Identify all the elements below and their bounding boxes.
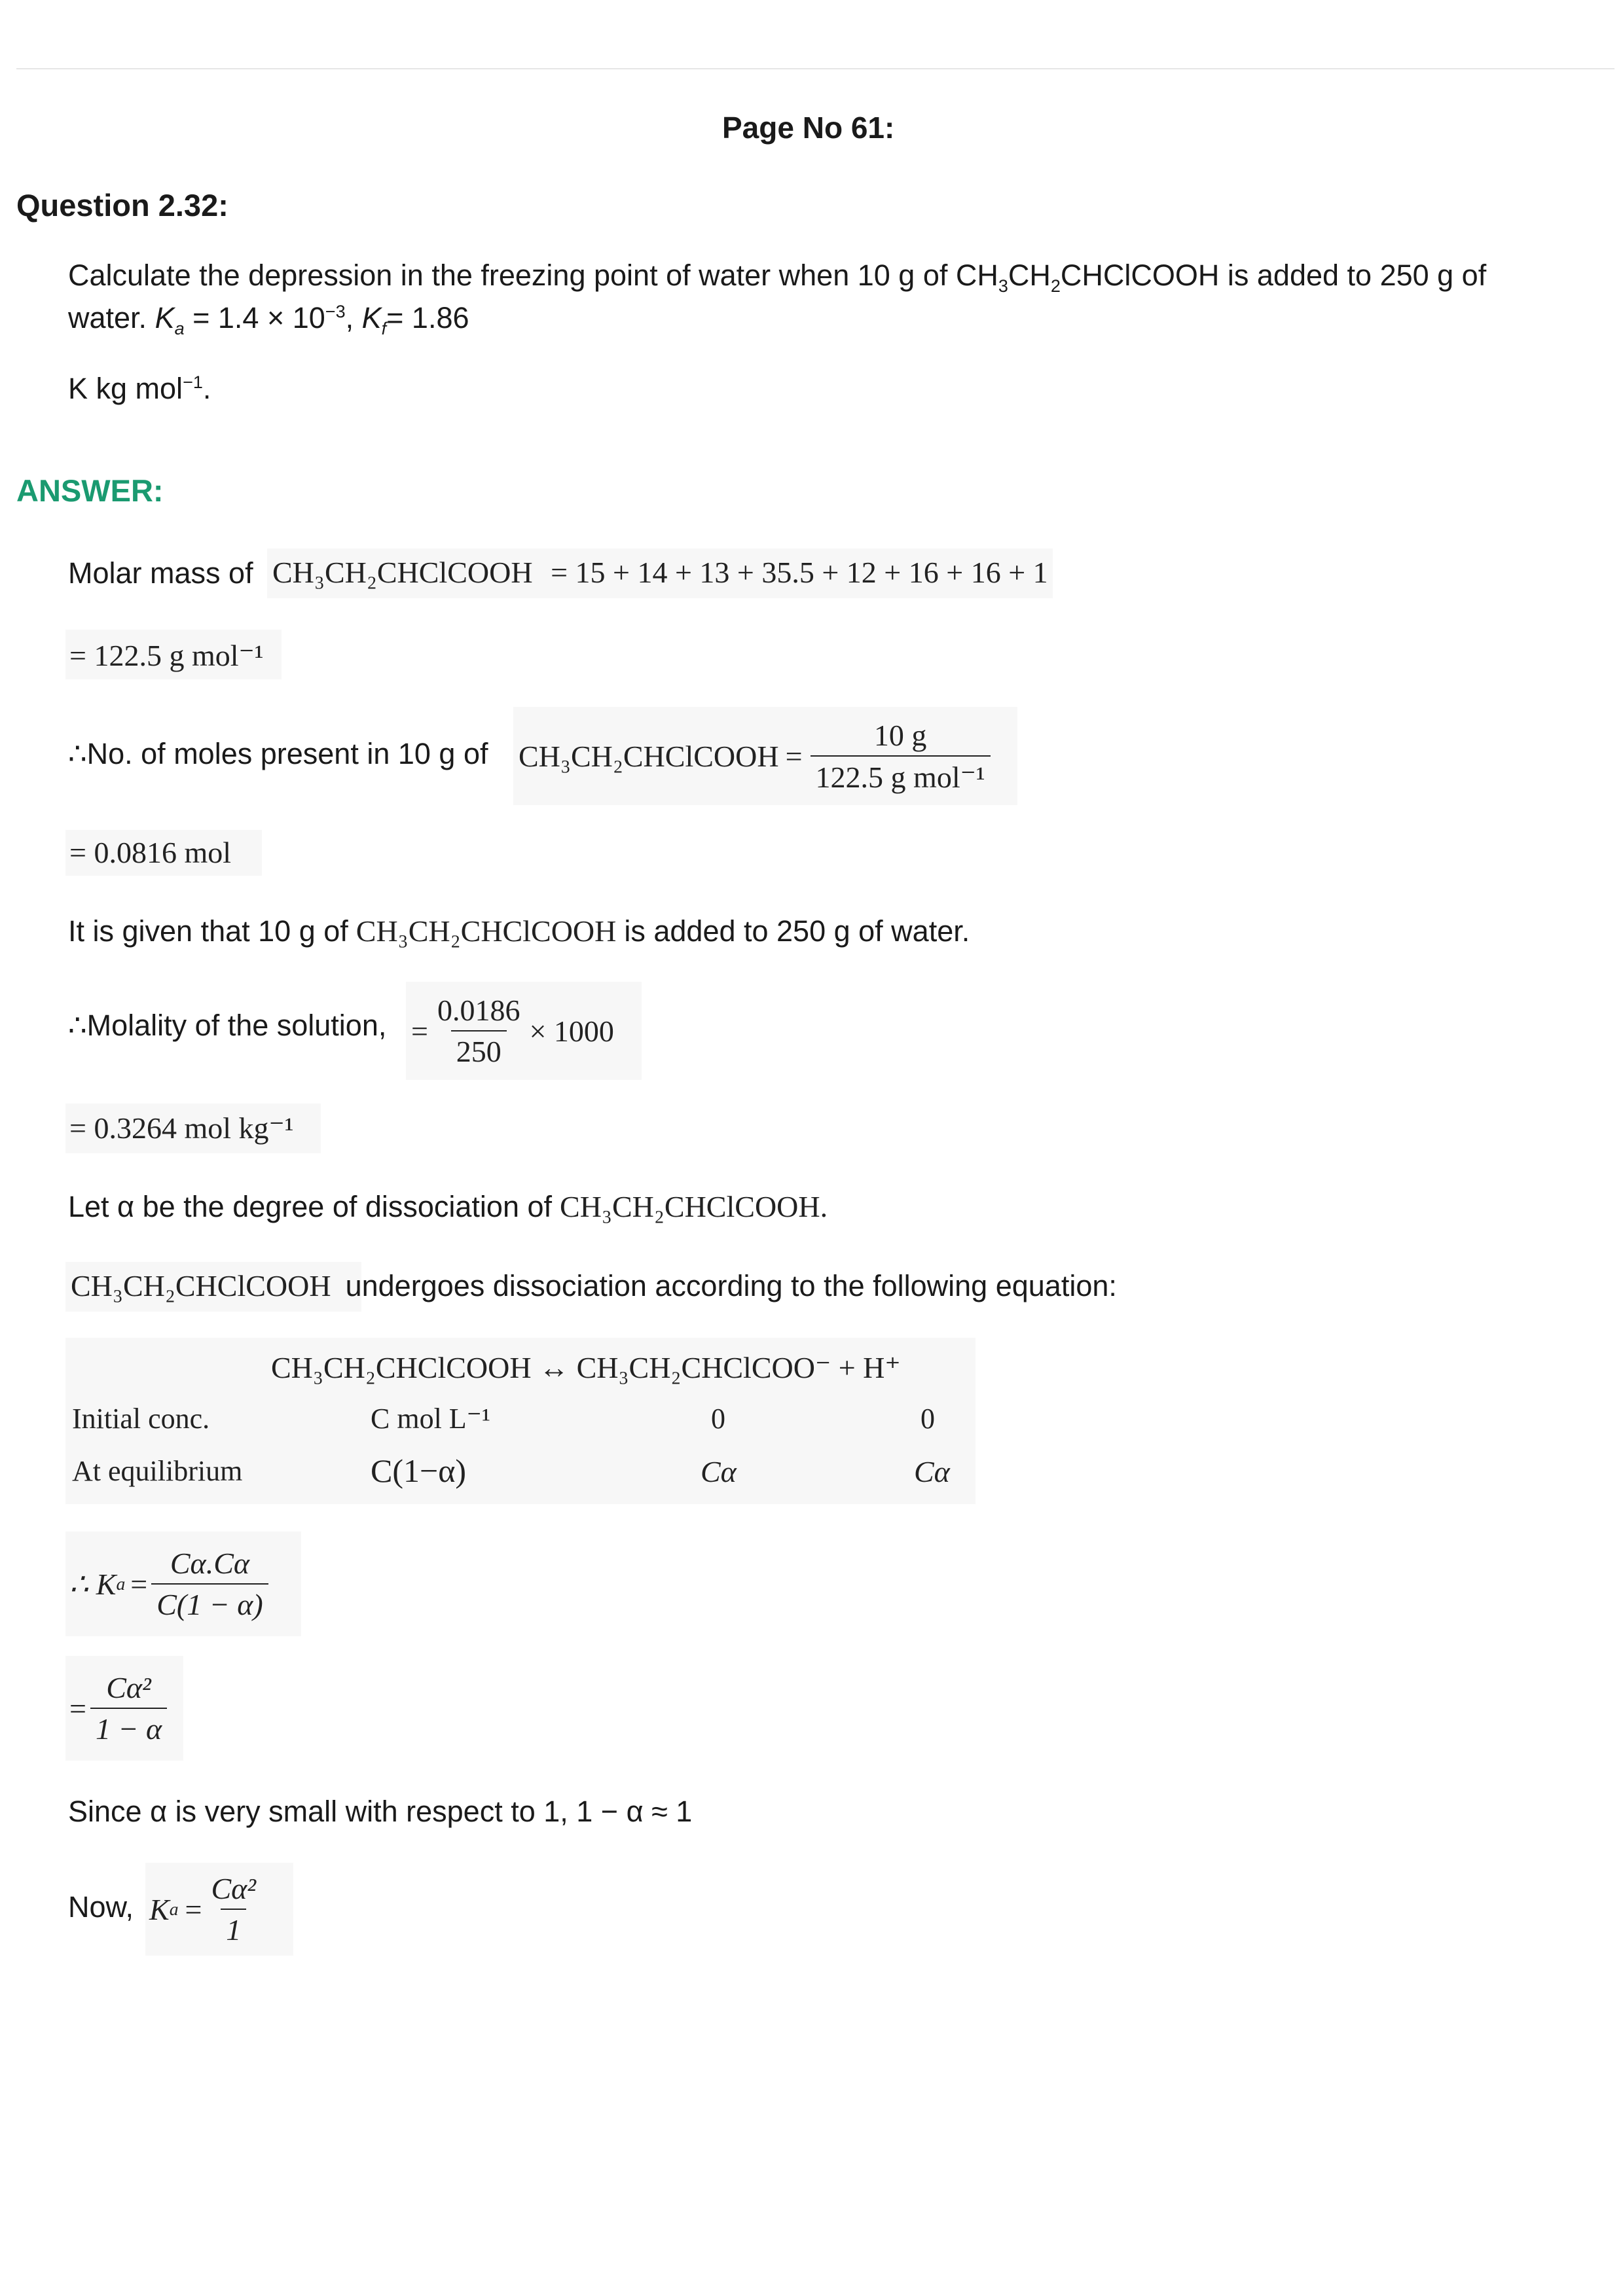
equals: = [130, 1567, 148, 1601]
step-text: is added to 250 g of water. [624, 914, 970, 948]
table-row-initial-label: Initial conc. [72, 1403, 210, 1435]
ka-simplified [69, 1660, 171, 1757]
question-text: = 1.4 × 10 [184, 301, 325, 334]
multiplier: × 1000 [529, 1014, 614, 1048]
question-text: Calculate the depression in the freezing point of water when 10 g of CH [68, 259, 998, 292]
molar-mass-result: = 122.5 g mol⁻¹ [69, 639, 264, 672]
question-text: = 1.86 [386, 301, 469, 334]
kf-symbol: K [361, 301, 382, 334]
fraction-numerator: 10 g [873, 718, 927, 752]
superscript: −3 [325, 302, 346, 321]
compound-formula: CH₃CH₂CHClCOOH [356, 914, 617, 948]
table-row-equilibrium-c1: C(1−α) [371, 1452, 467, 1489]
table-row-equilibrium-label: At equilibrium [72, 1455, 243, 1487]
table-row-initial-c3: 0 [921, 1403, 935, 1435]
molar-mass-formula [272, 555, 1048, 590]
fraction-denominator: C(1 − α) [151, 1583, 268, 1622]
subscript: f [381, 319, 387, 338]
compound-formula: CH₃CH₂CHClCOOH [71, 1269, 331, 1302]
question-text: . [202, 372, 211, 405]
alpha-line [68, 1189, 828, 1224]
fraction-denominator: 1 [221, 1909, 246, 1947]
fraction-denominator: 1 − α [90, 1708, 167, 1746]
table-row-initial-c1: C mol L⁻¹ [371, 1403, 491, 1435]
question-line-1 [68, 259, 1487, 296]
fraction-denominator: 250 [451, 1030, 507, 1069]
fraction-numerator: Cα² [106, 1671, 151, 1704]
molality-result: = 0.3264 mol kg⁻¹ [69, 1111, 294, 1145]
header-divider [16, 68, 1614, 69]
now-label: Now, [68, 1890, 134, 1924]
ka-symbol: ∴ K [69, 1568, 117, 1601]
equation-header: CH₃CH₂CHClCOOH ↔ CH₃CH₂CHClCOO⁻ + H⁺ [271, 1351, 901, 1384]
given-line [68, 914, 970, 948]
fraction-numerator: Cα.Cα [170, 1547, 250, 1580]
fraction-denominator: 122.5 g mol⁻¹ [811, 755, 991, 795]
ka-simplified-fraction [90, 1670, 167, 1746]
now-expression: K a = $\frac{\text{Cα²}}{1}$ [149, 1865, 265, 1953]
step-text: It is given that 10 g of [68, 914, 348, 948]
fraction-numerator: 0.0186 [437, 994, 520, 1027]
moles-fraction [811, 718, 991, 795]
molality-formula: = $\frac{0.0186}{250}$ × 1000 [411, 994, 614, 1068]
molality-line: ∴Molality of the solution, [68, 1009, 387, 1042]
compound-formula: CH₃CH₂CHClCOOH [272, 556, 533, 589]
moles-result: = 0.0816 mol [69, 836, 232, 869]
step-text: Let α be the degree of dissociation of [68, 1190, 553, 1223]
ka-symbol: K [155, 301, 175, 334]
molar-mass-sum: = 15 + 14 + 13 + 35.5 + 12 + 16 + 16 + 1 [551, 556, 1048, 589]
question-line-3 [68, 372, 211, 406]
table-row-equilibrium-c3: Cα [914, 1455, 950, 1488]
question-text: , [345, 301, 362, 334]
equals: = [69, 1691, 86, 1725]
ka-fraction [151, 1546, 268, 1622]
question-text: CHClCOOH is added to 250 g of [1060, 259, 1487, 292]
question-text: K kg mol [68, 372, 183, 405]
table-row-equilibrium-c2: Cα [701, 1455, 737, 1488]
moles-formula: CH₃CH₂CHClCOOH = $\frac{10 g}{\text{122.5 g mol⁻¹}}$ [519, 712, 994, 800]
dissociation-line [71, 1268, 1117, 1303]
molar-mass-line [68, 556, 253, 590]
subscript: 3 [998, 276, 1008, 296]
answer-label: ANSWER: [16, 473, 164, 508]
superscript: −1 [183, 372, 203, 392]
table-row-initial-c2: 0 [711, 1403, 725, 1435]
subscript: 2 [1050, 276, 1061, 296]
step-text: undergoes dissociation according to the following equation: [345, 1269, 1117, 1302]
question-line-2 [68, 301, 469, 338]
fraction-numerator: Cα² [211, 1872, 257, 1905]
compound-formula: CH₃CH₂CHClCOOH [560, 1190, 820, 1223]
moles-line: ∴No. of moles present in 10 g of [68, 737, 488, 770]
page-header: Page No 61: [722, 111, 895, 145]
step-text: Molar mass of [68, 556, 253, 590]
ka-expression: ∴ K a = $\frac{C\alpha.C\alpha}{C(1 - \alpha)}$ [69, 1535, 272, 1632]
question-text: water. [68, 301, 155, 334]
question-text: CH [1008, 259, 1051, 292]
now-fraction [206, 1871, 261, 1947]
compound-formula: CH₃CH₂CHClCOOH [519, 739, 779, 773]
period: . [820, 1190, 828, 1223]
ka-symbol: K [149, 1892, 170, 1926]
molality-fraction [432, 993, 526, 1069]
since-line: Since α is very small with respect to 1, 1 − α ≈ 1 [68, 1795, 693, 1828]
question-title: Question 2.32: [16, 188, 228, 223]
subscript: a [174, 319, 185, 338]
equals: = [185, 1892, 202, 1926]
